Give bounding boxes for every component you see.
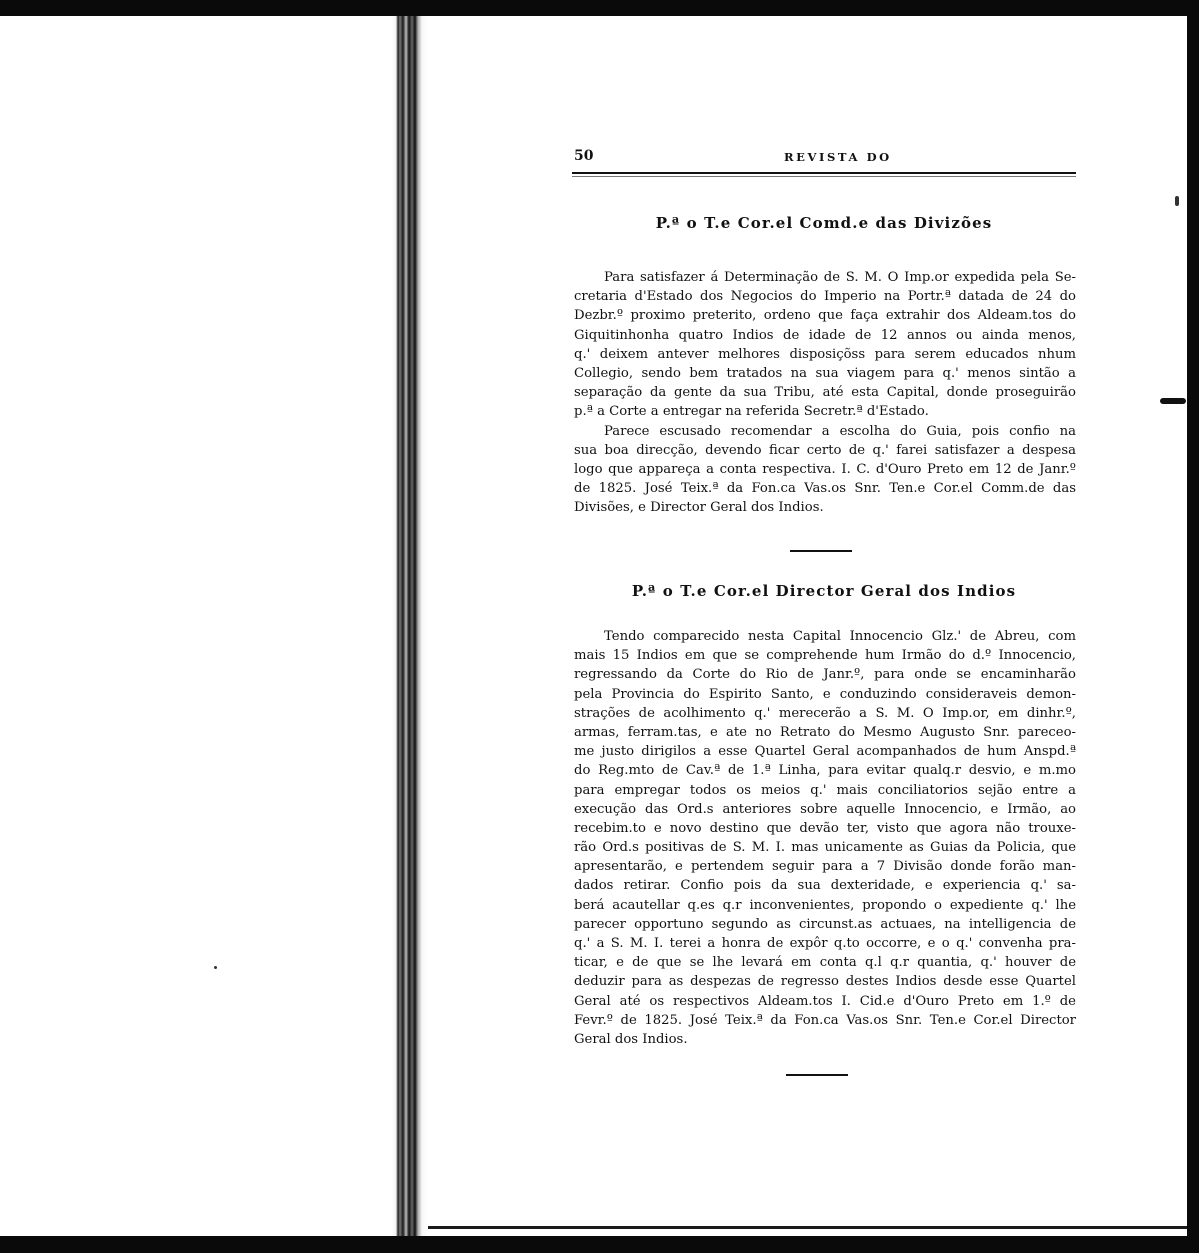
text-line: sua boa direcção, devendo ficar certo de q.' farei satisfazer a despesa (574, 442, 1076, 458)
scan-right-edge (1187, 0, 1199, 1253)
facing-page-blank (0, 16, 392, 1236)
section-heading: P.ª o T.e Cor.el Comd.e das Divizões (655, 214, 993, 232)
text-line: Tendo comparecido nesta Capital Innocencio Glz.' de Abreu, com (604, 629, 1076, 644)
text-line: ticar, e de que se lhe levará em conta q.l q.r quantia, q.' houver de (574, 955, 1076, 971)
text-line: execução das Ord.s anteriores sobre aquelle Innocencio, e Irmão, ao (574, 801, 1076, 817)
text-line: de 1825. José Teix.ª da Fon.ca Vas.os Snr. Ten.e Cor.el Comm.de das (574, 481, 1076, 497)
margin-ink-mark (1160, 398, 1186, 404)
text-line: para empregar todos os meios q.' mais conciliatorios sejão entre a (574, 782, 1076, 798)
header-rule (572, 172, 1076, 174)
journal-title: REVISTA DO (784, 150, 892, 164)
text-line: separação da gente da sua Tribu, até esta Capital, donde proseguirão (574, 385, 1076, 401)
text-line: Para satisfazer á Determinação de S. M. O Imp.or expedida pela Se- (604, 270, 1076, 285)
text-line: apresentarão, e pertendem seguir para a 7 Divisão donde forão man- (574, 859, 1076, 875)
scan-bottom-edge (0, 1236, 1199, 1253)
text-line: berá acautellar q.es q.r inconvenientes, propondo o expediente q.' lhe (574, 897, 1076, 913)
header-rule-thin (572, 176, 1076, 177)
letter-body (574, 627, 1076, 1049)
text-line: Geral dos Indios. (574, 1031, 688, 1047)
text-line: parecer opportuno segundo as circunst.as actuaes, na intelligencia de (574, 916, 1076, 932)
text-line: recebim.to e novo destino que devão ter, visto que agora não trouxe- (574, 820, 1076, 836)
text-line: armas, ferram.tas, e ate no Retrato do Mesmo Augusto Snr. pareceo- (574, 724, 1076, 740)
text-line: Collegio, sendo bem tratados na sua viagem para q.' menos sintão a (574, 365, 1076, 381)
section-separator (790, 550, 852, 552)
text-line: pela Provincia do Espirito Santo, e conduzindo consideraveis demon- (574, 686, 1076, 702)
text-line: Giquitinhonha quatro Indios de idade de 12 annos ou ainda menos, (574, 327, 1076, 343)
text-line: mais 15 Indios em que se comprehende hum Irmão do d.º Innocencio, (574, 648, 1076, 664)
book-spine (392, 16, 428, 1236)
running-head (572, 148, 1076, 170)
text-line: regressando da Corte do Rio de Janr.º, para onde se encaminharão (574, 667, 1076, 683)
scan-top-edge (0, 0, 1199, 16)
text-line: me justo dirigilos a esse Quartel Geral acompanhados de hum Anspd.ª (574, 744, 1076, 760)
page-bottom-edge (428, 1226, 1188, 1229)
text-line: Fevr.º de 1825. José Teix.ª da Fon.ca Vas.os Snr. Ten.e Cor.el Director (574, 1012, 1076, 1028)
page-number: 50 (574, 148, 594, 164)
text-line: q.' a S. M. I. terei a honra de expôr q.to occorre, e o q.' convenha pra- (574, 936, 1076, 951)
text-line: do Reg.mto de Cav.ª de 1.ª Linha, para evitar qualq.r desvio, e m.mo (574, 763, 1076, 779)
letter-body (574, 268, 1076, 517)
section-separator (786, 1074, 848, 1076)
text-line: logo que appareça a conta respectiva. I. C. d'Ouro Preto em 12 de Janr.º (574, 461, 1076, 477)
section-heading: P.ª o T.e Cor.el Director Geral dos Indios (631, 582, 1017, 600)
text-line: p.ª a Corte a entregar na referida Secretr.ª d'Estado. (574, 404, 929, 420)
paper-speck (214, 966, 217, 969)
margin-ink-mark (1175, 196, 1179, 206)
text-line: strações de acolhimento q.' merecerão a S. M. O Imp.or, em dinhr.º, (574, 705, 1076, 721)
text-line: Geral até os respectivos Aldeam.tos I. Cid.e d'Ouro Preto em 1.º de (574, 993, 1076, 1009)
text-line: Dezbr.º proximo preterito, ordeno que faça extrahir dos Aldeam.tos do (574, 308, 1076, 324)
text-line: q.' deixem antever melhores disposiçõss para serem educados nhum (574, 346, 1076, 362)
text-line: dados retirar. Confio pois da sua dexteridade, e experiencia q.' sa- (574, 878, 1076, 894)
text-line: rão Ord.s positivas de S. M. I. mas unicamente as Guias da Policia, que (574, 840, 1076, 856)
text-line: cretaria d'Estado dos Negocios do Imperio na Portr.ª datada de 24 do (574, 289, 1076, 305)
page-sheet (428, 16, 1187, 1236)
text-line: Divisões, e Director Geral dos Indios. (574, 500, 824, 516)
text-line: Parece escusado recomendar a escolha do Guia, pois confio na (604, 423, 1076, 439)
text-line: deduzir para as despezas de regresso destes Indios desde esse Quartel (574, 974, 1076, 990)
